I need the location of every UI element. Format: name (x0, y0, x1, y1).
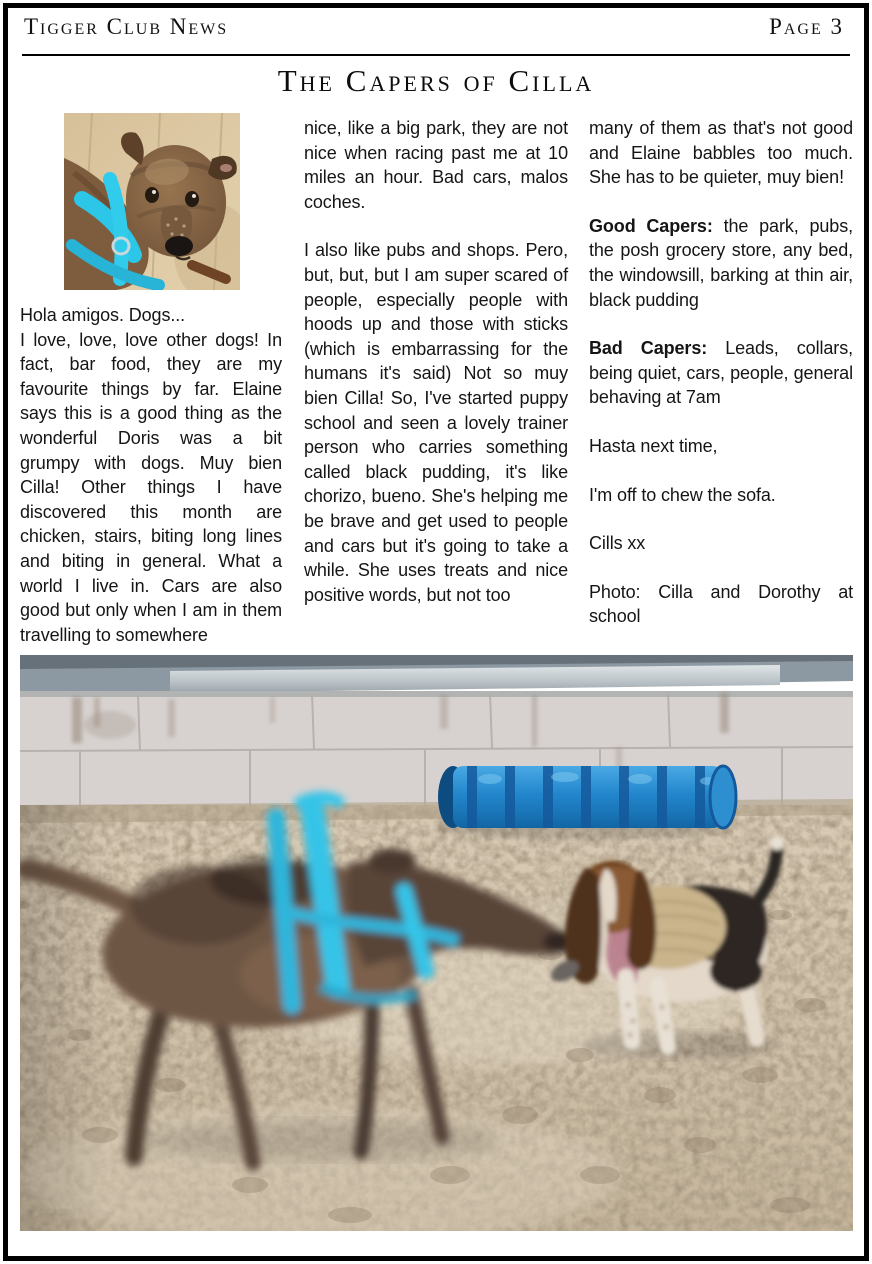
article-title: The Capers of Cilla (277, 63, 595, 98)
good-capers-label: Good Capers: (589, 215, 713, 236)
bad-capers-text: Leads, collars, being quiet, cars, people, general behaving at 7am (589, 338, 853, 408)
good-capers-text: the park, pubs, the posh grocery store, any bed, the windowsill, barking at thin air, black pudding (589, 215, 853, 310)
paragraph: I also like pubs and shops. Pero, but, but, but I am super scared of people, especially people with hoods up and those with sticks (which is embarrassing for the humans it's said) Not so muy bien Cilla! So, I've started puppy school and seen a lovely trainer person who carries something called black pudding, it's like chorizo, bueno. She's helping me be brave and get used to people and cars but it's going to take a while. She uses treats and nice positive words, but not too (304, 240, 568, 605)
paragraph: nice, like a big park, they are not nice when racing past me at 10 miles an hour. Bad cars, malos coches. (304, 118, 568, 212)
column-1 (20, 113, 282, 647)
signoff-line: Cills xx (589, 533, 646, 554)
school-photo (20, 655, 853, 1231)
page-number: Page 3 (769, 14, 844, 39)
masthead-rule (22, 54, 850, 56)
paragraph: many of them as that's not good and Elaine babbles too much. She has to be quieter, muy bien! (589, 118, 853, 188)
cilla-portrait-photo (64, 113, 240, 290)
column1-text (20, 303, 282, 647)
bad-capers-label: Bad Capers: (589, 338, 708, 359)
paragraph: Hola amigos. Dogs... (20, 305, 186, 325)
signoff-line: I'm off to chew the sofa. (589, 484, 776, 505)
masthead (24, 14, 844, 40)
column-2 (304, 116, 568, 607)
signoff-line: Hasta next time, (589, 435, 718, 456)
publication-title: Tigger Club News (24, 14, 229, 39)
column-3 (589, 116, 853, 629)
photo-caption: Photo: Cilla and Dorothy at school (589, 581, 853, 627)
good-capers-paragraph (589, 214, 853, 312)
bad-capers-paragraph (589, 336, 853, 410)
paragraph: I love, love, love other dogs! In fact, bar food, they are my favourite things by far. Elaine says this is a good thing as the wonderful Doris was a bit grumpy with dogs. Muy bien Cilla! Other things I have discovered this month are chicken, stairs, biting long lines and biting in general. What a world I live in. Cars are also good but only when I am in them travelling to somewhere (20, 329, 282, 645)
